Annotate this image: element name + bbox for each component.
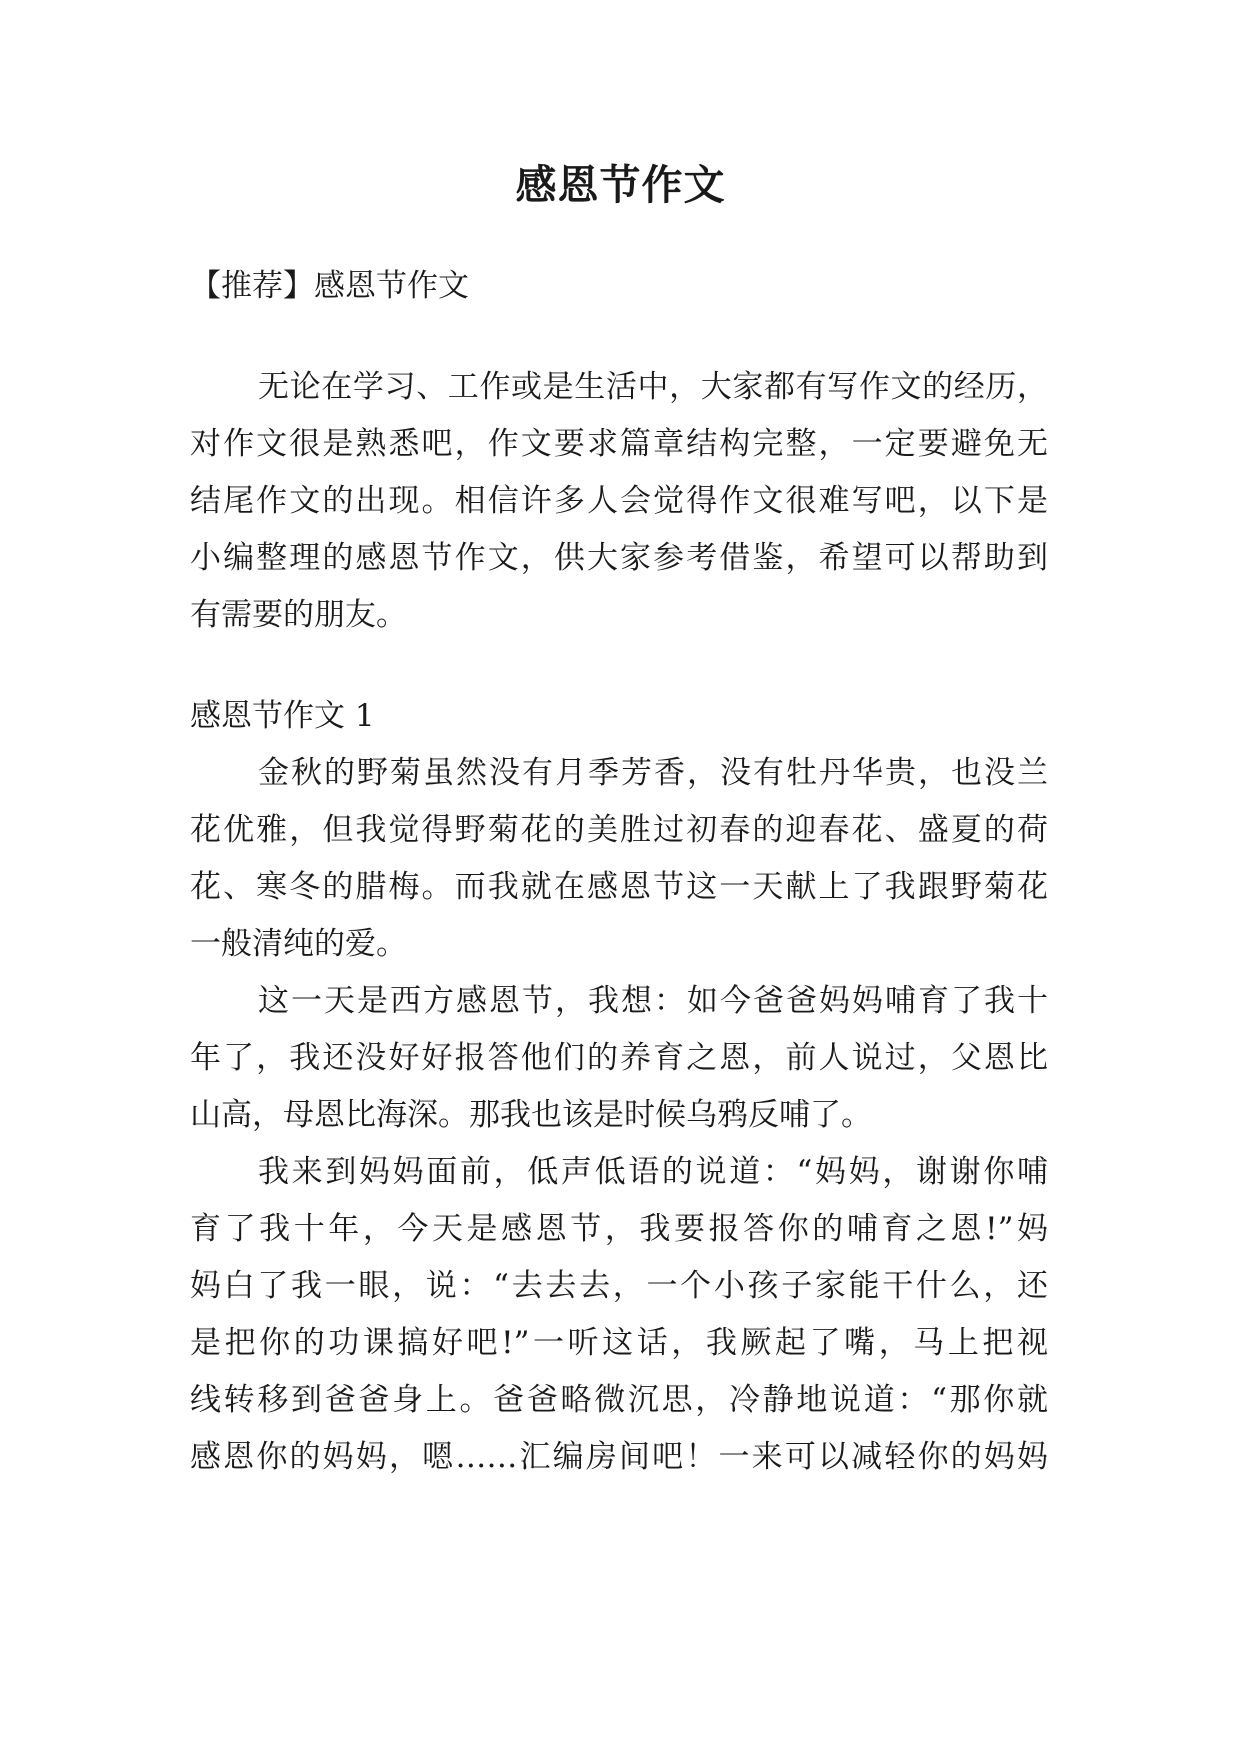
intro-line: 无论在学习、工作或是生活中，大家都有写作文的经历， xyxy=(258,369,1048,405)
paragraph-line: 育了我十年，今天是感恩节，我要报答你的哺育之恩!”妈 xyxy=(190,1211,1048,1247)
paragraph-line: 这一天是西方感恩节，我想：如今爸爸妈妈哺育了我十 xyxy=(258,983,1048,1019)
document-title: 感恩节作文 xyxy=(515,161,726,209)
paragraph-line: 妈白了我一眼，说：“去去去，一个小孩子家能干什么，还 xyxy=(190,1268,1048,1304)
intro-line: 有需要的朋友。 xyxy=(190,597,407,633)
paragraph-line: 是把你的功课搞好吧!”一听这话，我厥起了嘴，马上把视 xyxy=(190,1325,1048,1361)
paragraph-line: 一般清纯的爱。 xyxy=(190,926,407,962)
intro-line: 结尾作文的出现。相信许多人会觉得作文很难写吧，以下是 xyxy=(190,483,1048,519)
paragraph-line: 感恩你的妈妈，嗯……汇编房间吧！一来可以减轻你的妈妈 xyxy=(190,1439,1048,1475)
paragraph-line: 我来到妈妈面前，低声低语的说道：“妈妈，谢谢你哺 xyxy=(258,1154,1048,1190)
paragraph-line: 花、寒冬的腊梅。而我就在感恩节这一天献上了我跟野菊花 xyxy=(190,869,1048,905)
essay-heading: 感恩节作文 1 xyxy=(190,698,375,734)
paragraph-line: 线转移到爸爸身上。爸爸略微沉思，冷静地说道：“那你就 xyxy=(190,1382,1048,1418)
document-subtitle: 【推荐】感恩节作文 xyxy=(190,268,469,304)
paragraph-line: 花优雅，但我觉得野菊花的美胜过初春的迎春花、盛夏的荷 xyxy=(190,812,1048,848)
paragraph-line: 山高，母恩比海深。那我也该是时候乌鸦反哺了。 xyxy=(190,1097,872,1133)
paragraph-line: 年了，我还没好好报答他们的养育之恩，前人说过，父恩比 xyxy=(190,1040,1048,1076)
paragraph-line: 金秋的野菊虽然没有月季芳香，没有牡丹华贵，也没兰 xyxy=(258,755,1048,791)
intro-line: 小编整理的感恩节作文，供大家参考借鉴，希望可以帮助到 xyxy=(190,540,1048,576)
intro-line: 对作文很是熟悉吧，作文要求篇章结构完整，一定要避免无 xyxy=(190,426,1048,462)
